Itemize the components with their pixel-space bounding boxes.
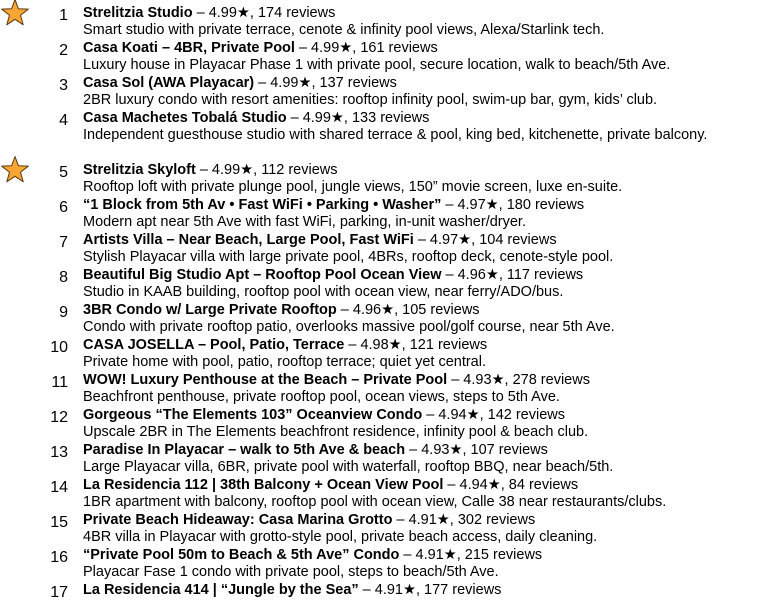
rank-number: 8: [59, 269, 68, 286]
listing-rating: – 4.97★, 180 reviews: [441, 197, 585, 213]
listing-rating: – 4.99★, 112 reviews: [195, 162, 338, 178]
listing-description: 2BR luxury condo with resort amenities: rooftop infinity pool, swim-up bar, gym, kids’ club.: [83, 92, 658, 108]
rank-number: 10: [50, 339, 68, 356]
listing-title: “1 Block from 5th Av • Fast WiFi • Parking • Washer”: [83, 197, 442, 213]
listing-description: Modern apt near 5th Ave with fast WiFi, parking, in-unit washer/dryer.: [83, 214, 526, 230]
listing-description: Upscale 2BR in The Elements beachfront residence, infinity pool & beach club.: [83, 424, 589, 440]
listing-title: Artists Villa – Near Beach, Large Pool, Fast WiFi: [83, 232, 414, 248]
rank-number: 4: [59, 112, 68, 129]
listing-heading: [83, 4, 335, 22]
listing-description: Studio in KAAB building, rooftop pool with ocean view, near ferry/ADO/bus.: [83, 284, 564, 300]
rank-number: 2: [59, 42, 68, 59]
listing-heading: [83, 39, 438, 57]
listing-rating: – 4.97★, 104 reviews: [413, 232, 557, 248]
listing-title: WOW! Luxury Penthouse at the Beach – Private Pool: [83, 372, 448, 388]
star-icon: [0, 0, 30, 28]
listing-rating: – 4.93★, 278 reviews: [447, 372, 590, 388]
listing-rating: – 4.91★, 177 reviews: [358, 582, 502, 598]
listing-description: Private home with pool, patio, rooftop terrace; quiet yet central.: [83, 354, 486, 370]
star-icon: [0, 155, 30, 185]
listing-heading: [83, 301, 480, 319]
listing-heading: [83, 336, 487, 354]
listing-heading: [83, 161, 338, 179]
listing-rating: – 4.91★, 302 reviews: [392, 512, 536, 528]
listing-title: La Residencia 414 | “Jungle by the Sea”: [83, 582, 359, 598]
listing-heading: [83, 581, 501, 599]
rank-number: 9: [59, 304, 68, 321]
listing-heading: [83, 196, 584, 214]
listing-rating: – 4.99★, 137 reviews: [254, 75, 397, 91]
rank-number: 3: [59, 77, 68, 94]
rank-number: 6: [59, 199, 68, 216]
listing-rating: – 4.93★, 107 reviews: [405, 442, 548, 458]
listing-heading: [83, 511, 535, 529]
listing-description: Large Playacar villa, 6BR, private pool with waterfall, rooftop BBQ, near beach/5th.: [83, 459, 614, 475]
listing-title: Paradise In Playacar – walk to 5th Ave & beach: [83, 442, 406, 458]
listing-rating: – 4.96★, 117 reviews: [441, 267, 584, 283]
rank-number: 1: [59, 7, 68, 24]
listing-description: 4BR villa in Playacar with grotto-style pool, private beach access, daily cleaning.: [83, 529, 598, 545]
rank-number: 17: [50, 584, 68, 601]
listing-title: Private Beach Hideaway: Casa Marina Grotto: [83, 512, 393, 528]
rank-number: 12: [50, 409, 68, 426]
listing-title: “Private Pool 50m to Beach & 5th Ave” Condo: [83, 547, 400, 563]
rank-number: 16: [50, 549, 68, 566]
listing-description: Condo with private rooftop patio, overlooks massive pool/golf course, near 5th Ave.: [83, 319, 615, 335]
listing-description: Luxury house in Playacar Phase 1 with private pool, secure location, walk to beach/5th Ave.: [83, 57, 671, 73]
listing-title: Casa Machetes Tobalá Studio: [83, 110, 287, 126]
listing-heading: [83, 546, 542, 564]
listing-rating: – 4.96★, 105 reviews: [336, 302, 480, 318]
rank-number: 14: [50, 479, 68, 496]
rank-number: 13: [50, 444, 68, 461]
rank-number: 11: [51, 374, 68, 391]
listing-description: Rooftop loft with private plunge pool, jungle views, 150” movie screen, luxe en-suite.: [83, 179, 623, 195]
listing-rating: – 4.99★, 161 reviews: [294, 40, 438, 56]
listing-description: 1BR apartment with balcony, rooftop pool with ocean view, Calle 38 near restaurants/clubs.: [83, 494, 667, 510]
listing-rating: – 4.94★, 84 reviews: [443, 477, 579, 493]
listing-description: Stylish Playacar villa with large private pool, 4BRs, rooftop deck, cenote-style pool.: [83, 249, 614, 265]
listing-heading: [83, 109, 429, 127]
listing-heading: [83, 74, 397, 92]
listing-heading: [83, 476, 578, 494]
rank-number: 15: [50, 514, 68, 531]
listing-rating: – 4.99★, 174 reviews: [192, 5, 336, 21]
listing-heading: [83, 371, 590, 389]
listing-rating: – 4.91★, 215 reviews: [399, 547, 543, 563]
listing-heading: [83, 441, 548, 459]
listing-title: Beautiful Big Studio Apt – Rooftop Pool Ocean View: [83, 267, 442, 283]
rank-number: 5: [59, 164, 68, 181]
listing-heading: [83, 406, 565, 424]
listing-title: Strelitzia Studio: [83, 5, 193, 21]
listing-description: Playacar Fase 1 condo with private pool, steps to beach/5th Ave.: [83, 564, 499, 580]
listing-rating: – 4.94★, 142 reviews: [422, 407, 566, 423]
listing-heading: [83, 231, 557, 249]
listing-description: Independent guesthouse studio with shared terrace & pool, king bed, kitchenette, private balcony.: [83, 127, 708, 143]
listing-rating: – 4.98★, 121 reviews: [344, 337, 488, 353]
listing-title: CASA JOSELLA – Pool, Patio, Terrace: [83, 337, 345, 353]
listing-rating: – 4.99★, 133 reviews: [286, 110, 430, 126]
listing-title: Casa Sol (AWA Playacar): [83, 75, 255, 91]
listing-description: Beachfront penthouse, private rooftop pool, ocean views, steps to 5th Ave.: [83, 389, 560, 405]
listing-title: La Residencia 112 | 38th Balcony + Ocean View Pool: [83, 477, 444, 493]
rank-number: 7: [59, 234, 68, 251]
listing-title: Casa Koati – 4BR, Private Pool: [83, 40, 295, 56]
listing-description: Smart studio with private terrace, cenote & infinity pool views, Alexa/Starlink tech.: [83, 22, 605, 38]
listing-heading: [83, 266, 583, 284]
listing-title: Strelitzia Skyloft: [83, 162, 196, 178]
listing-title: 3BR Condo w/ Large Private Rooftop: [83, 302, 337, 318]
listing-title: Gorgeous “The Elements 103” Oceanview Condo: [83, 407, 423, 423]
